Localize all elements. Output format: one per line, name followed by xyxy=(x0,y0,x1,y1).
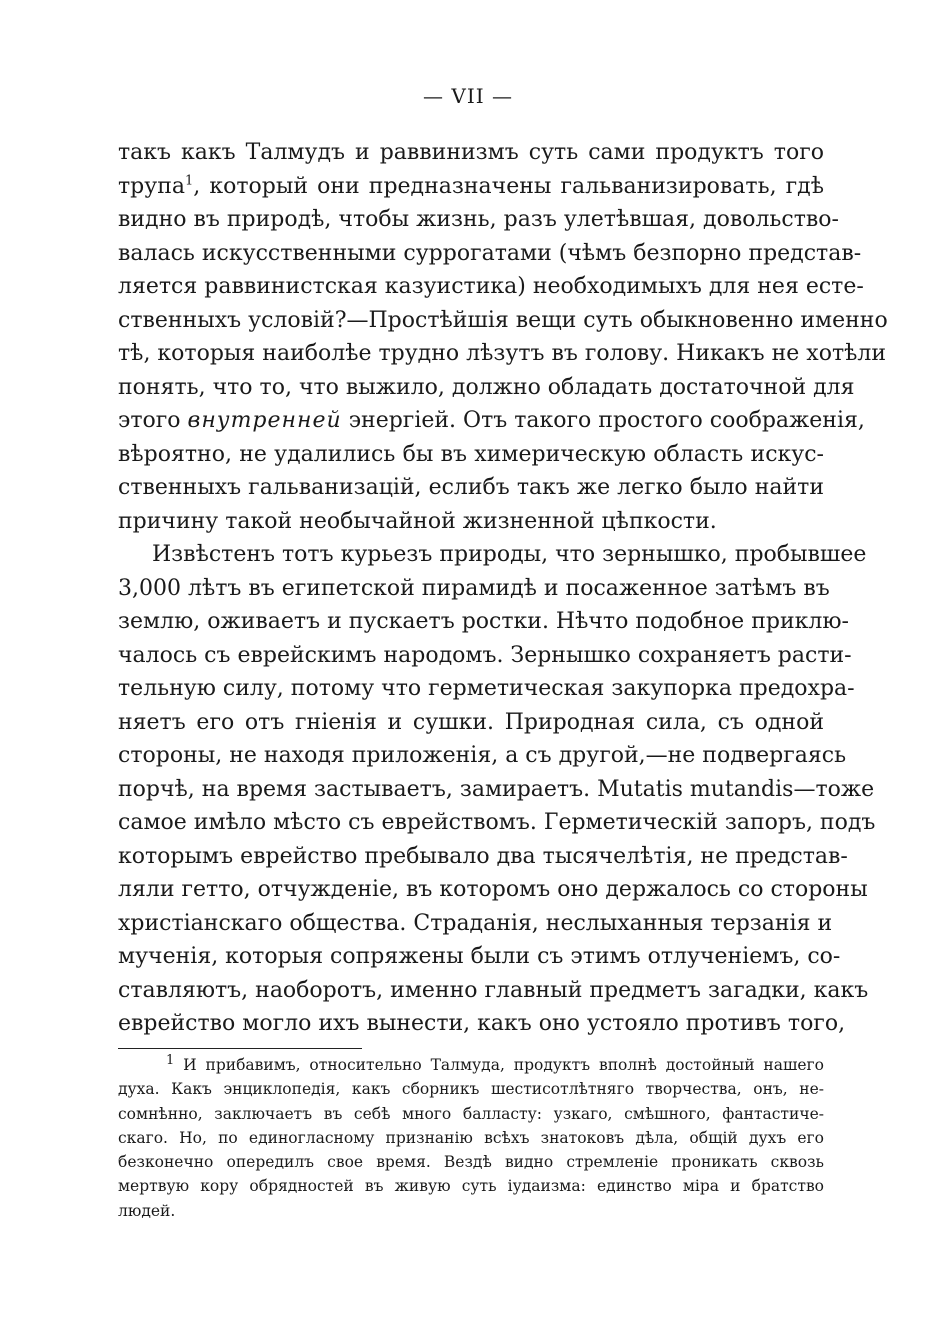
text-line: няетъ его отъ гніенія и сушки. Природная сила, съ одной xyxy=(118,709,824,735)
text-line: ственныхъ гальванизацій, еслибъ такъ же легко было найти xyxy=(118,475,824,500)
text-line: землю, оживаетъ и пускаетъ ростки. Нѣчто подобное приклю- xyxy=(118,609,849,634)
page-number: — VII — xyxy=(423,84,513,108)
text-fragment: энергіей. Отъ такого простого соображенія, xyxy=(348,408,865,433)
text-line: чалось съ еврейскимъ народомъ. Зернышко сохраняетъ расти- xyxy=(118,642,852,668)
text-line: такъ какъ Талмудъ и раввинизмъ суть сами продуктъ того xyxy=(118,140,824,165)
footnote-line: мертвую кору обрядностей въ живую суть іудаизма: единство міра и братство xyxy=(118,1177,824,1196)
main-text xyxy=(118,136,888,1041)
text-line: стороны, не находя приложенія, а съ другой,—не подвергаясь xyxy=(118,743,847,768)
text-line: тѣ, которыя наиболѣе трудно лѣзутъ въ голову. Никакъ не хотѣли xyxy=(118,341,887,366)
text-line: ственныхъ условій?—Простѣйшія вещи суть обыкновенно именно xyxy=(118,307,888,333)
footnote-divider xyxy=(118,1048,362,1049)
footnote-marker: 1 xyxy=(166,1052,175,1068)
text-line: еврейство могло ихъ вынести, какъ оно устояло противъ того, xyxy=(118,1011,846,1036)
text-line: валась искусственными суррогатами (чѣмъ безпорно представ- xyxy=(118,240,862,266)
text-line: ляется раввинистская казуистика) необходимыхъ для нея есте- xyxy=(118,274,864,299)
text-line: вѣроятно, не удалились бы въ химерическую область искус- xyxy=(118,441,824,467)
text-line: которымъ еврейство пребывало два тысячелѣтія, не представ- xyxy=(118,843,848,869)
text-line: самое имѣло мѣсто съ еврействомъ. Герметическій запоръ, подъ xyxy=(118,810,876,835)
footnote-line xyxy=(118,1053,824,1077)
text-line: христіанскаго общества. Страданія, неслыханныя терзанія и xyxy=(118,910,833,936)
text-line: понять, что то, что выжило, должно обладать достаточной для xyxy=(118,374,855,400)
text-line: мученія, которыя сопряжены были съ этимъ отлученіемъ, со- xyxy=(118,944,841,969)
footnote-line: людей. xyxy=(118,1201,176,1220)
text-fragment: , который они предназначены гальванизировать, гдѣ xyxy=(193,173,824,199)
footnote-line: духа. Какъ энциклопедія, какъ сборникъ шестисотлѣтняго творчества, онъ, не- xyxy=(118,1080,824,1099)
footnote-reference[interactable]: 1 xyxy=(184,173,194,189)
footnote-line: безконечно опередилъ свое время. Вездѣ видно стремленіе проникать сквозь xyxy=(118,1153,824,1172)
text-line xyxy=(118,170,824,204)
text-line: порчѣ, на время застываетъ, замираетъ. Mutatis mutandis—тоже xyxy=(118,776,875,802)
text-fragment: этого xyxy=(118,408,181,433)
paragraph-end-line: причину такой необычайной жизненной цѣпкости. xyxy=(118,508,717,534)
text-fragment: И прибавимъ, относительно Талмуда, продуктъ вполнѣ достойный нашего xyxy=(183,1056,824,1074)
footnote-line: сомнѣнно, заключаетъ въ себѣ много балласту: узкаго, смѣшного, фантастиче- xyxy=(118,1104,824,1123)
emphasized-word: внутренней xyxy=(187,408,342,433)
text-line: тельную силу, потому что герметическая закупорка предохра- xyxy=(118,676,855,701)
text-line xyxy=(118,404,865,438)
text-line: 3,000 лѣтъ въ египетской пирамидѣ и посаженное затѣмъ въ xyxy=(118,575,830,601)
paragraph-start-line: Извѣстенъ тотъ курьезъ природы, что зернышко, пробывшее xyxy=(152,542,867,567)
text-line: ляли гетто, отчужденіе, въ которомъ оно держалось со стороны xyxy=(118,877,868,902)
text-line: ставляютъ, наоборотъ, именно главный предметъ загадки, какъ xyxy=(118,977,869,1003)
footnote xyxy=(118,1053,824,1223)
text-line: видно въ природѣ, чтобы жизнь, разъ улетѣвшая, довольство- xyxy=(118,207,839,232)
footnote-line: скаго. Но, по единогласному признанію всѣхъ знатоковъ дѣла, общій духъ его xyxy=(118,1128,824,1147)
text-fragment: трупа xyxy=(118,173,185,199)
